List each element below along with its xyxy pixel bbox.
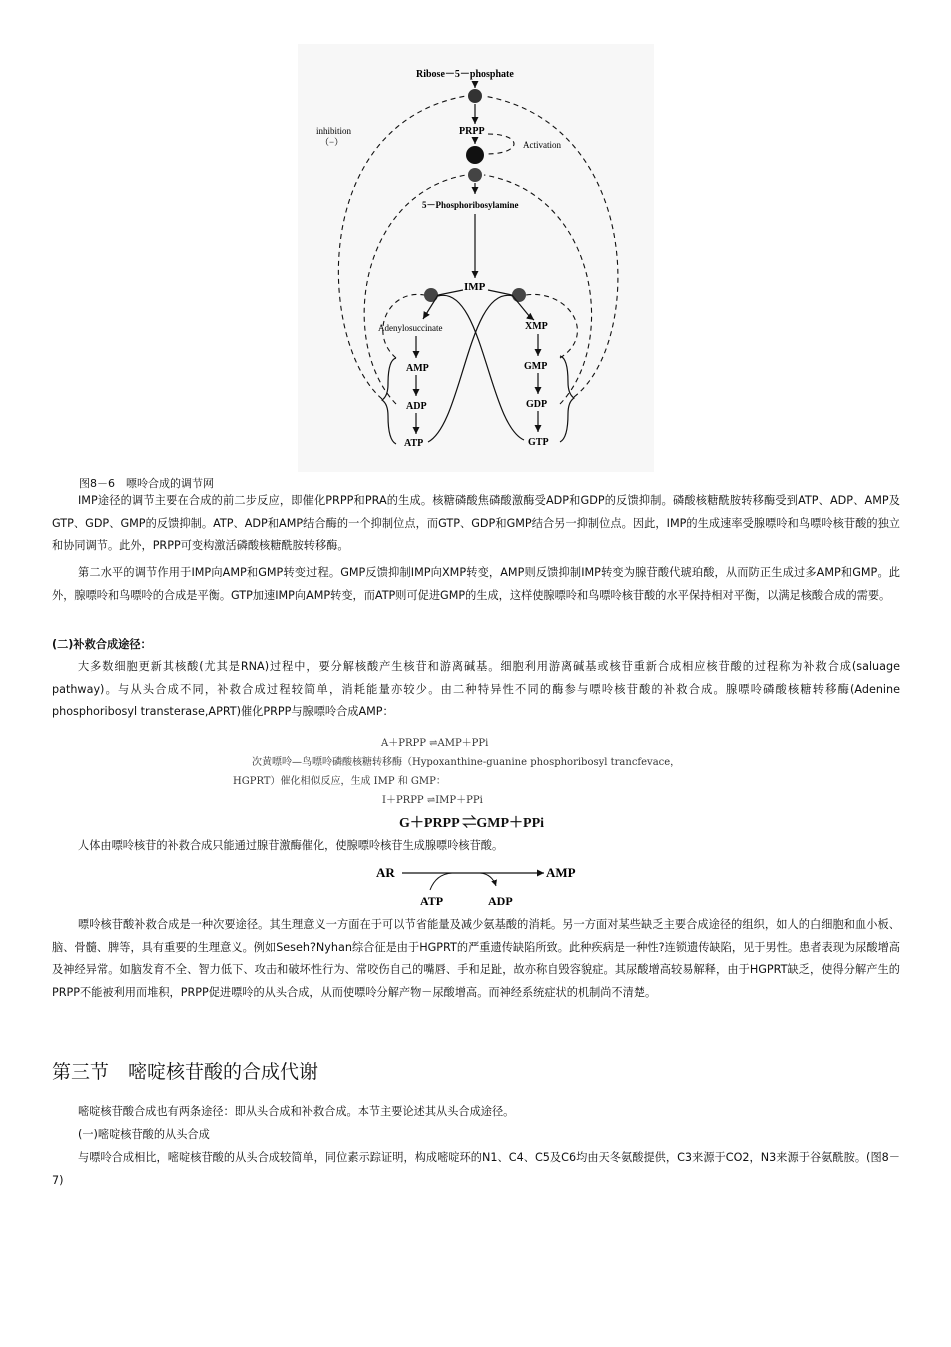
- equation-hgprt-line2: HGPRT）催化相似反应，生成 IMP 和 GMP：: [233, 776, 446, 787]
- gmp-label: GMP: [524, 361, 548, 372]
- inhibition-sign: （−）: [320, 137, 344, 147]
- paragraph-6: 嘧啶核苷酸合成也有两条途径：即从头合成和补救合成。本节主要论述其从头合成途径。: [78, 1105, 515, 1118]
- adenosine-kinase-diagram: [372, 862, 582, 912]
- enzyme-node-5: [512, 288, 526, 302]
- enzyme-node-3: [468, 168, 482, 182]
- ar-label: AR: [376, 865, 395, 880]
- xmp-label: XMP: [525, 321, 548, 332]
- enzyme-node-2: [466, 146, 484, 164]
- amp-product-label: AMP: [546, 865, 576, 880]
- prpp-label: PRPP: [459, 126, 485, 137]
- equation-imp: I＋PRPP ⇌IMP＋PPi: [382, 795, 483, 806]
- amp-label: AMP: [406, 363, 429, 374]
- paragraph-3: 大多数细胞更新其核酸(尤其是RNA)过程中，要分解核酸产生核苷和游离碱基。细胞利用游离碱基或核苷重新合成相应核苷酸的过程称为补救合成(saluage pathway)。与从头合成不同，补救合成过程较简单，消耗能量亦较少。由二种特异性不同的酶参与嘌呤核苷酸的补救合成。腺嘌呤磷酸核糖转移酶(Adenine phosphoribosyl transterase,APRT)催化PRPP与腺嘌呤合成AMP：: [52, 660, 900, 718]
- regulation-network-figure: [298, 44, 654, 472]
- paragraph-5: 嘌呤核苷酸补救合成是一种次要途径。其生理意义一方面在于可以节省能量及减少氨基酸的消耗。另一方面对某些缺乏主要合成途径的组织，如人的白细胞和血小板、脑、骨髓、脾等，具有重要的生理意义。例如Seseh?Nyhan综合征是由于HGPRT的严重遗传缺陷所致。此种疾病是一种性?连锁遗传缺陷，见于男性。患者表现为尿酸增高及神经异常。如脑发育不全、智力低下、攻击和破坏性行为、常咬伤自己的嘴唇、手和足趾，故亦称自毁容貌症。其尿酸增高较易解释，由于HGPRT缺乏，使得分解产生的PRPP不能被利用而堆积，PRPP促进嘌呤的从头合成，从而使嘌呤分解产物－尿酸增高。而神经系统症状的机制尚不清楚。: [52, 918, 900, 999]
- paragraph-8: 与嘌呤合成相比，嘧啶核苷酸的从头合成较简单，同位素示踪证明，构成嘧啶环的N1、C4、C5及C6均由天冬氨酸提供，C3来源于CO2，N3来源于谷氨酰胺。(图8－7): [52, 1151, 900, 1187]
- heading-denovo: (一)嘧啶核苷酸的从头合成: [78, 1128, 210, 1141]
- atp-label: ATP: [404, 438, 424, 449]
- paragraph-4: 人体由嘌呤核苷的补救合成只能通过腺苷激酶催化，使腺嘌呤核苷生成腺嘌呤核苷酸。: [78, 839, 504, 852]
- adenylosuccinate-label: Adenylosuccinate: [378, 323, 443, 333]
- adp-label: ADP: [406, 401, 427, 412]
- ribose-label: Ribose－5－phosphate: [416, 69, 514, 80]
- paragraph-2: 第二水平的调节作用于IMP向AMP和GMP转变过程。GMP反馈抑制IMP向XMP转变，AMP则反馈抑制IMP转变为腺苷酸代琥珀酸，从而防正生成过多AMP和GMP。此外，腺嘌呤和鸟嘌呤的合成是平衡。GTP加速IMP向AMP转变，而ATP则可促进GMP的生成，这样使腺嘌呤和鸟嘌呤核苷酸的水平保持相对平衡，以满足核酸合成的需要。: [52, 566, 900, 602]
- activation-label: Activation: [523, 140, 561, 150]
- section-title: 第三节 嘧啶核苷酸的合成代谢: [52, 1061, 319, 1083]
- figure-caption: 图8－6 嘌呤合成的调节网: [79, 477, 214, 490]
- enzyme-node-4: [424, 288, 438, 302]
- adp-cofactor-label: ADP: [488, 894, 513, 908]
- equation-apr: A＋PRPP ⇌AMP＋PPi: [381, 738, 489, 749]
- atp-cofactor-label: ATP: [420, 894, 444, 908]
- equation-hgprt-line1: 次黄嘌呤—鸟嘌呤磷酸核糖转移酶（Hypoxanthine-guanine phosphoribosyl trancfevace，: [252, 757, 681, 768]
- paragraph-1: IMP途径的调节主要在合成的前二步反应，即催化PRPP和PRA的生成。核糖磷酸焦磷酸激酶受ADP和GDP的反馈抑制。磷酸核糖酰胺转移酶受到ATP、ADP、AMP及GTP、GDP、GMP的反馈抑制。ATP、ADP和AMP结合酶的一个抑制位点，而GTP、GDP和GMP结合另一抑制位点。因此，IMP的生成速率受腺嘌呤和鸟嘌呤核苷酸的独立和协同调节。此外，PRPP可变构激活磷酸核糖酰胺转移酶。: [52, 494, 900, 552]
- phosphoribosylamine-label: 5－Phosphoribosylamine: [422, 200, 519, 210]
- gtp-label: GTP: [528, 437, 549, 448]
- enzyme-node-1: [468, 89, 482, 103]
- imp-label: IMP: [464, 281, 486, 293]
- equation-gmp: G＋PRPP ⇌GMP＋PPi: [399, 816, 545, 831]
- inhibition-label: inhibition: [316, 126, 352, 136]
- heading-salvage: (二)补救合成途径：: [52, 638, 152, 651]
- gdp-label: GDP: [526, 399, 548, 410]
